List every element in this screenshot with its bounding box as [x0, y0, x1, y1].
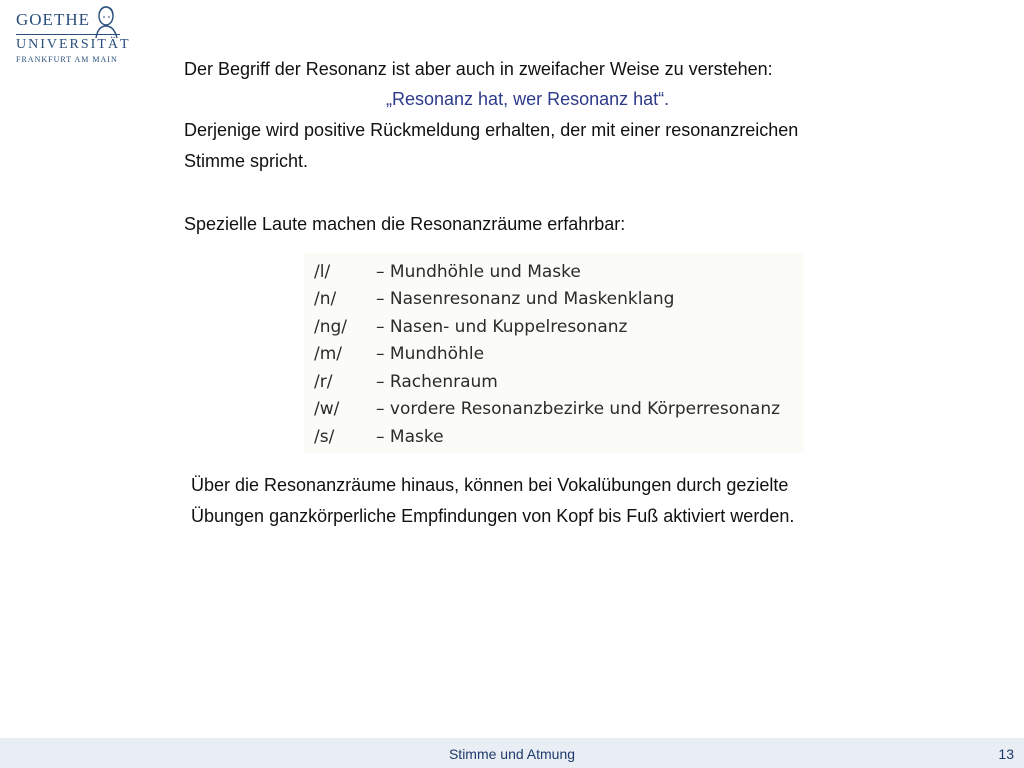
closing-line-continued: Übungen ganzkörperliche Empfindungen von Kopf bis Fuß aktiviert werden.: [191, 506, 795, 526]
sound-code: /r/: [314, 372, 333, 392]
sound-description: – Mundhöhle: [376, 344, 485, 364]
sound-row-r: [314, 369, 498, 395]
intro-line: Der Begriff der Resonanz ist aber auch in zweifacher Weise zu verstehen:: [184, 59, 773, 79]
sound-description: – Nasenresonanz und Maskenklang: [376, 289, 675, 309]
sound-list: [304, 253, 804, 453]
logo-divider: [16, 34, 120, 35]
sound-row-ng: [314, 314, 627, 340]
university-logo: [10, 4, 131, 64]
sound-row-l: [314, 259, 581, 285]
feedback-line-continued: Stimme spricht.: [184, 151, 309, 171]
feedback-line: Derjenige wird positive Rückmeldung erhalten, der mit einer resonanzreichen: [184, 120, 799, 140]
sound-row-s: [314, 424, 444, 450]
sound-code: /ng/: [314, 317, 348, 337]
sound-code: /m/: [314, 344, 343, 364]
resonance-quote: „Resonanz hat, wer Resonanz hat“.: [386, 89, 670, 109]
sound-description: – Maske: [376, 427, 444, 447]
footer-title: Stimme und Atmung: [448, 746, 576, 762]
sound-row-m: [314, 341, 484, 367]
sound-row-n: [314, 286, 674, 312]
sound-row-w: [314, 396, 780, 422]
sound-description: – Nasen- und Kuppelresonanz: [376, 317, 628, 337]
logo-goethe-text: GOETHE: [16, 10, 90, 29]
sound-code: /l/: [314, 262, 331, 282]
sound-code: /w/: [314, 399, 340, 419]
goethe-portrait-icon: [92, 4, 120, 38]
slide-footer: [0, 738, 1024, 768]
sound-code: /s/: [314, 427, 335, 447]
logo-city-text: FRANKFURT AM MAIN: [16, 55, 118, 64]
sound-code: /n/: [314, 289, 337, 309]
closing-line: Über die Resonanzräume hinaus, können bei Vokalübungen durch gezielte: [191, 475, 789, 495]
sound-description: – Rachenraum: [376, 372, 498, 392]
sound-description: – vordere Resonanzbezirke und Körperresonanz: [376, 399, 781, 419]
page-number: 13: [998, 746, 1014, 762]
sounds-intro-line: Spezielle Laute machen die Resonanzräume erfahrbar:: [184, 214, 626, 234]
logo-universitaet-text: UNIVERSITÄT: [16, 37, 131, 52]
sound-description: – Mundhöhle und Maske: [376, 262, 581, 282]
